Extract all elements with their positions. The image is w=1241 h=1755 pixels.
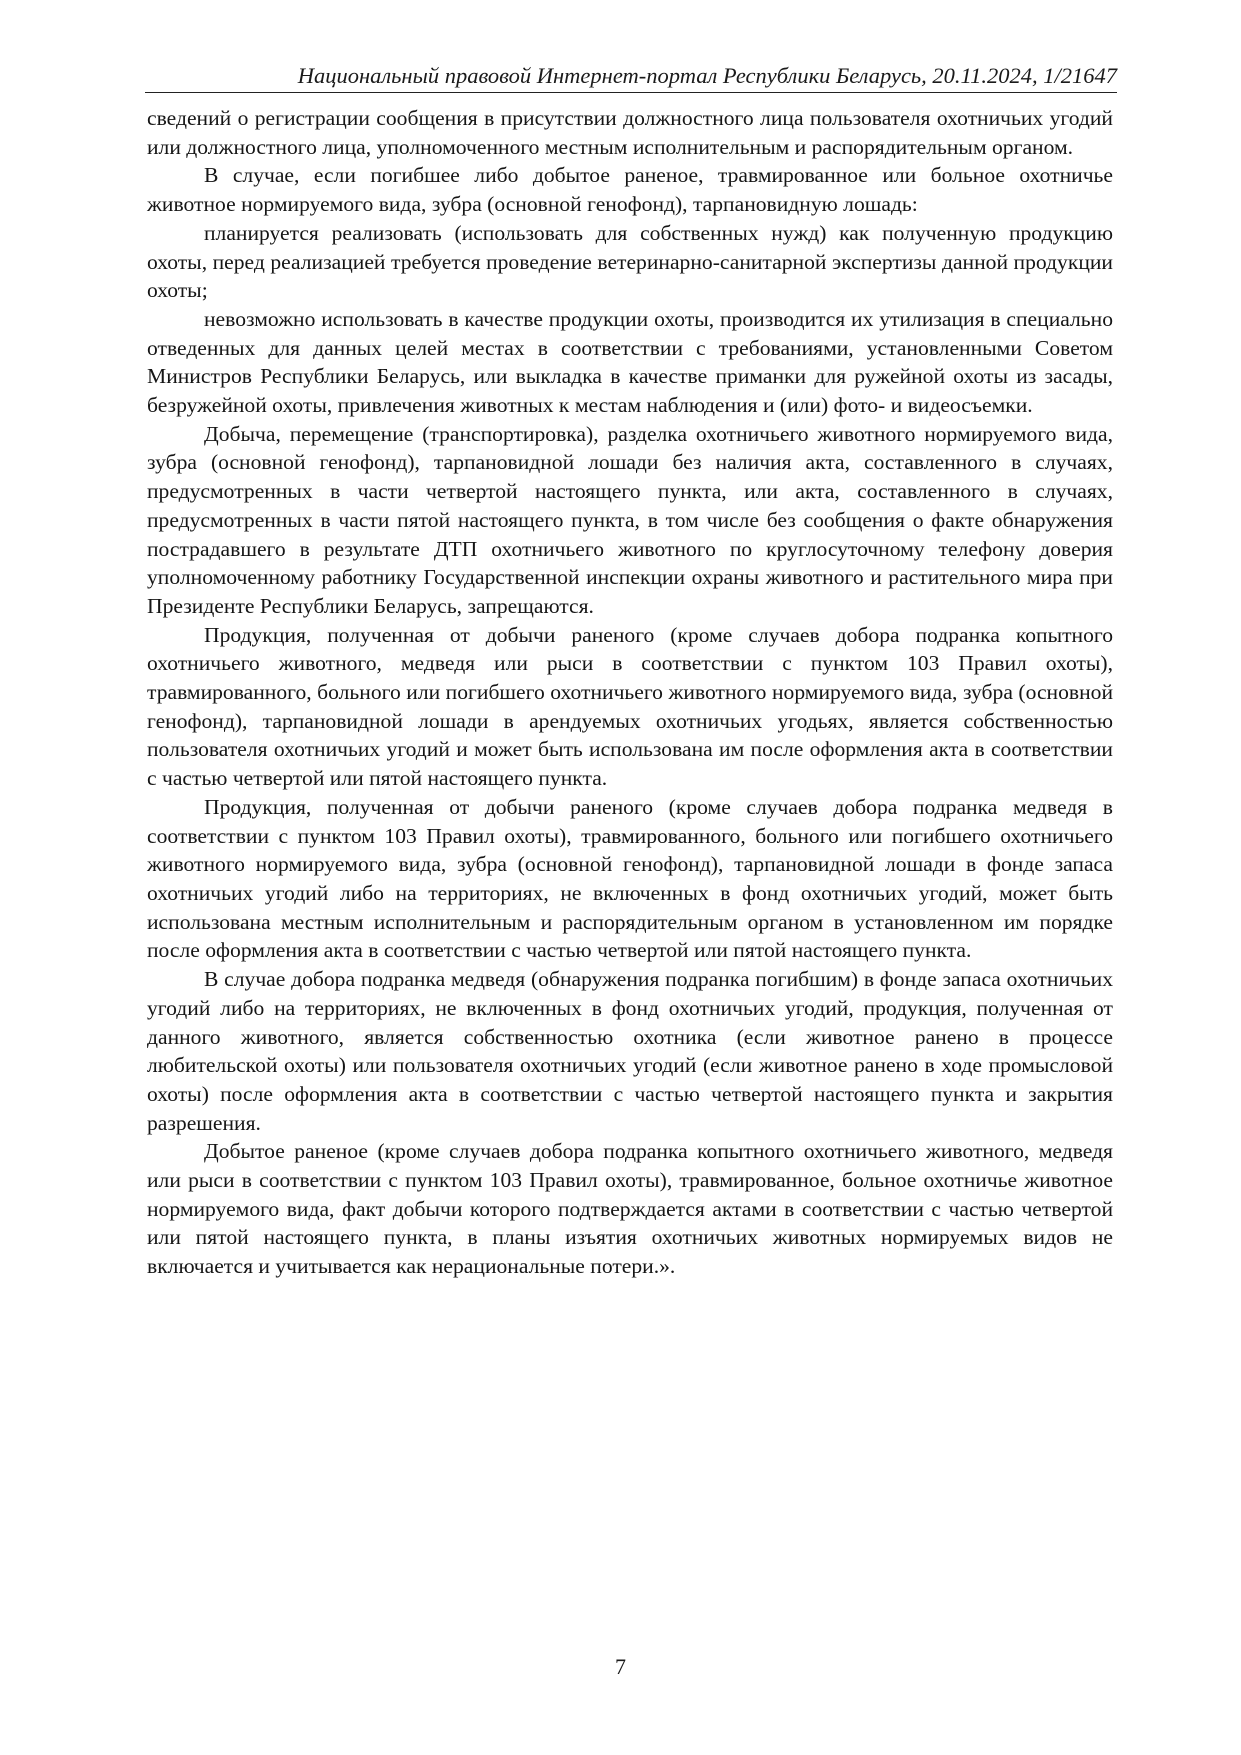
page-header: Национальный правовой Интернет-портал Республики Беларусь, 20.11.2024, 1/21647	[297, 63, 1117, 88]
paragraph: В случае добора подранка медведя (обнаружения подранка погибшим) в фонде запаса охотничьих угодий либо на территориях, не включенных в фонд охотничьих угодий, продукция, полученная от данного животного, является собственностью охотника (если животное ранено в процессе любительской охоты) или пользователя охотничьих угодий (если животное ранено в ходе промысловой охоты) после оформления акта в соответствии с частью четвертой настоящего пункта и закрытия разрешения.	[147, 967, 1113, 1135]
paragraph: Добыча, перемещение (транспортировка), разделка охотничьего животного нормируемого вида, зубра (основной генофонд), тарпановидной лошади без наличия акта, составленного в случаях, предусмотренных в части четвертой настоящего пункта, или акта, составленного в случаях, предусмотренных в части пятой настоящего пункта, в том числе без сообщения о факте обнаружения пострадавшего в результате ДТП охотничьего животного по круглосуточному телефону доверия уполномоченному работнику Государственной инспекции охраны животного и растительного мира при Президенте Республики Беларусь, запрещаются.	[147, 421, 1113, 618]
paragraph: Продукция, полученная от добычи раненого (кроме случаев добора подранка медведя в соответствии с пунктом 103 Правил охоты), травмированного, больного или погибшего охотничьего животного нормируемого вида, зубра (основной генофонд), тарпановидной лошади в фонде запаса охотничьих угодий либо на территориях, не включенных в фонд охотничьих угодий, может быть использована местным исполнительным и распорядительным органом в установленном им порядке после оформления акта в соответствии с частью четвертой или пятой настоящего пункта.	[147, 794, 1113, 963]
paragraph-sub-item: планируется реализовать (использовать для собственных нужд) как полученную продукцию охоты, перед реализацией требуется проведение ветеринарно-санитарной экспертизы данной продукции охоты;	[147, 220, 1113, 303]
paragraph-sub-item: невозможно использовать в качестве продукции охоты, производится их утилизация в специально отведенных для данных целей местах в соответствии с требованиями, установленными Советом Министров Республики Беларусь, или выкладка в качестве приманки для ружейной охоты из засады, безружейной охоты, привлечения животных к местам наблюдения и (или) фото- и видеосъемки.	[147, 306, 1113, 418]
paragraph: В случае, если погибшее либо добытое раненое, травмированное или больное охотничье животное нормируемого вида, зубра (основной генофонд), тарпановидную лошадь:	[147, 163, 1113, 217]
paragraph: сведений о регистрации сообщения в присутствии должностного лица пользователя охотничьих угодий или должностного лица, уполномоченного местным исполнительным и распорядительным органом.	[147, 106, 1113, 159]
paragraph: Добытое раненое (кроме случаев добора подранка копытного охотничьего животного, медведя или рыси в соответствии с пунктом 103 Правил охоты), травмированное, больное охотничье животное нормируемого вида, факт добычи которого подтверждается актами в соответствии с частью четвертой или пятой настоящего пункта, в планы изъятия охотничьих животных нормируемых видов не включается и учитывается как нерациональные потери.».	[147, 1139, 1113, 1279]
paragraph: Продукция, полученная от добычи раненого (кроме случаев добора подранка копытного охотничьего животного, медведя или рыси в соответствии с пунктом 103 Правил охоты), травмированного, больного или погибшего охотничьего животного нормируемого вида, зубра (основной генофонд), тарпановидной лошади в арендуемых охотничьих угодьях, является собственностью пользователя охотничьих угодий и может быть использована им после оформления акта в соответствии с частью четвертой или пятой настоящего пункта.	[147, 622, 1113, 791]
document-body	[147, 104, 1113, 1281]
page-number: 7	[615, 1654, 626, 1679]
header-divider	[145, 92, 1117, 93]
